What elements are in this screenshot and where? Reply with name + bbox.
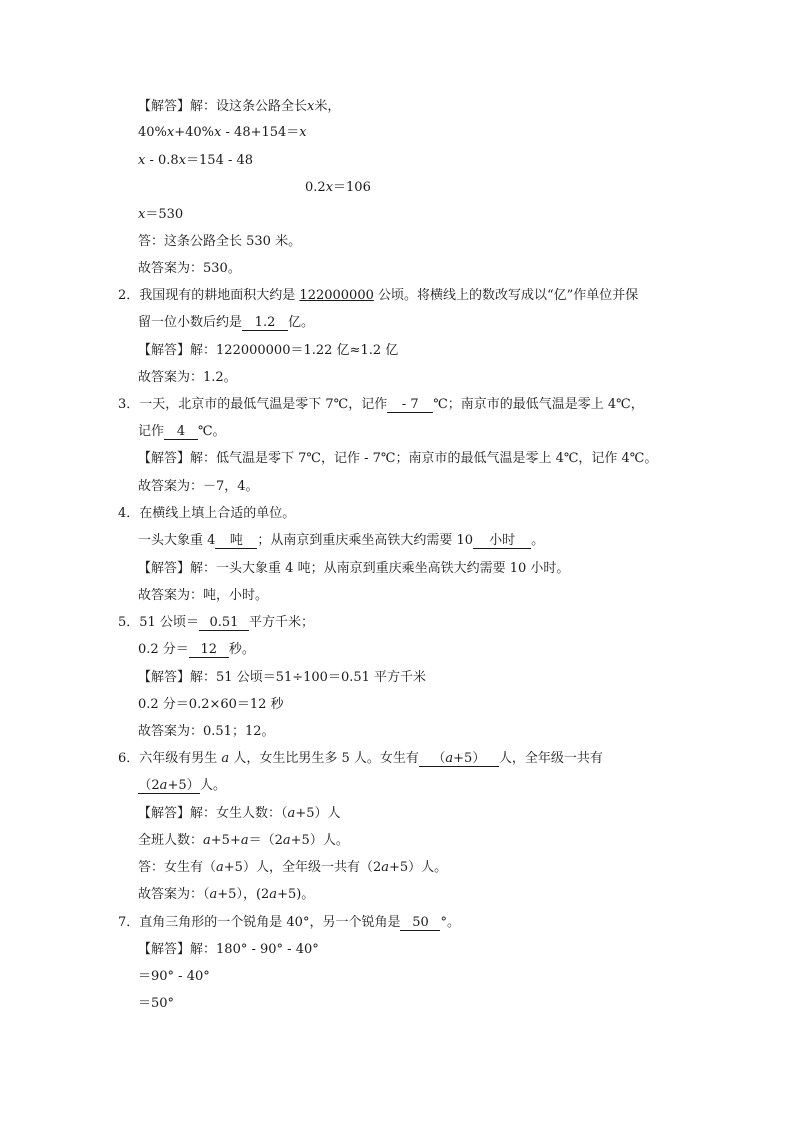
q2-question-line-1: 2．我国现有的耕地面积大约是 122000000 公顷。将横线上的数改写成以“亿”作单位并保 (118, 288, 639, 303)
q5-solution-line-2: 0.2 分＝0.2×60＝12 秒 (138, 697, 284, 712)
q1-solution-line: 【解答】解：设这条公路全长x米， (138, 99, 341, 114)
q1-reply: 答：这条公路全长 530 米。 (138, 234, 302, 249)
q4-question-line-1: 4．在横线上填上合适的单位。 (118, 506, 296, 521)
q7-solution-line-2: ＝90° - 40° (138, 969, 210, 984)
q6-solution-line-1: 【解答】解：女生人数：（a+5）人 (138, 806, 341, 821)
answer-blank: 12 (189, 642, 229, 658)
question-number: 7． (118, 915, 140, 930)
q2-final-answer: 故答案为：1.2。 (138, 370, 237, 385)
q4-question-line-2: 一头大象重 4 吨 ；从南京到重庆乘坐高铁大约需要 10 小时 。 (138, 533, 545, 548)
answer-blank: 0.51 (199, 615, 249, 631)
answer-tag: 【解答】 (138, 942, 191, 957)
answer-tag: 【解答】 (138, 451, 191, 466)
q7-solution-line-3: ＝50° (138, 996, 175, 1011)
answer-blank: （a+5） (419, 751, 499, 767)
q1-equation-4: x＝530 (138, 207, 184, 222)
q1-equation-3: 0.2x＝106 (305, 180, 371, 195)
q4-final-answer: 故答案为：吨，小时。 (138, 588, 269, 603)
answer-blank: 吨 (215, 533, 257, 549)
q5-final-answer: 故答案为：0.51；12。 (138, 724, 275, 739)
q6-reply: 答：女生有（a+5）人，全年级一共有（2a+5）人。 (138, 860, 448, 875)
q5-question-line-1: 5．51 公顷＝ 0.51 平方千米； (118, 615, 314, 630)
answer-blank: （2a+5） (138, 778, 200, 793)
answer-tag: 【解答】 (138, 561, 191, 576)
answer-tag: 【解答】 (138, 670, 191, 685)
q7-question-line-1: 7．直角三角形的一个锐角是 40°，另一个锐角是 50 °。 (118, 915, 460, 930)
q7-solution-line-1: 【解答】解：180° - 90° - 40° (138, 942, 319, 957)
q6-question-line-2: （2a+5）人。 (138, 778, 227, 793)
q1-final-answer: 故答案为：530。 (138, 261, 241, 276)
answer-blank: 1.2 (242, 315, 288, 331)
q6-solution-line-2: 全班人数：a+5+a＝（2a+5）人。 (138, 833, 349, 848)
q3-final-answer: 故答案为：－7，4。 (138, 479, 259, 494)
answer-blank: 小时 (473, 533, 531, 549)
q6-final-answer: 故答案为：（a+5），(2a+5)。 (138, 887, 315, 902)
question-number: 3． (118, 397, 140, 412)
answer-blank: - 7 (387, 397, 433, 413)
q3-solution-line: 【解答】解：低气温是零下 7℃，记作 - 7℃；南京市的最低气温是零上 4℃，记作 4℃。 (138, 451, 658, 466)
q5-solution-line-1: 【解答】解：51 公顷＝51÷100＝0.51 平方千米 (138, 670, 427, 685)
q1-equation-1: 40%x+40%x - 48+154＝x (138, 125, 307, 140)
answer-blank: 50 (400, 915, 440, 931)
q4-solution-line: 【解答】解：一头大象重 4 吨；从南京到重庆乘坐高铁大约需要 10 小时。 (138, 561, 570, 576)
q6-question-line-1: 6．六年级有男生 a 人，女生比男生多 5 人。女生有 （a+5） 人，全年级一共有 (118, 751, 603, 766)
answer-blank: 4 (164, 424, 198, 440)
answer-tag: 【解答】 (138, 806, 191, 821)
q5-question-line-2: 0.2 分＝ 12 秒。 (138, 642, 255, 657)
q3-question-line-2: 记作 4 ℃。 (138, 424, 226, 439)
answer-tag: 【解答】 (138, 99, 191, 114)
q1-equation-2: x - 0.8x＝154 - 48 (138, 153, 254, 168)
question-number: 5． (118, 615, 140, 630)
q2-question-line-2: 留一位小数后约是 1.2 亿。 (138, 315, 315, 330)
q2-solution-line: 【解答】解：122000000＝1.22 亿≈1.2 亿 (138, 343, 399, 358)
question-number: 4． (118, 506, 140, 521)
question-number: 6． (118, 751, 140, 766)
q3-question-line-1: 3．一天，北京市的最低气温是零下 7℃，记作- 7 ℃；南京市的最低气温是零上 4℃， (118, 397, 644, 412)
question-number: 2． (118, 288, 140, 303)
answer-tag: 【解答】 (138, 343, 191, 358)
